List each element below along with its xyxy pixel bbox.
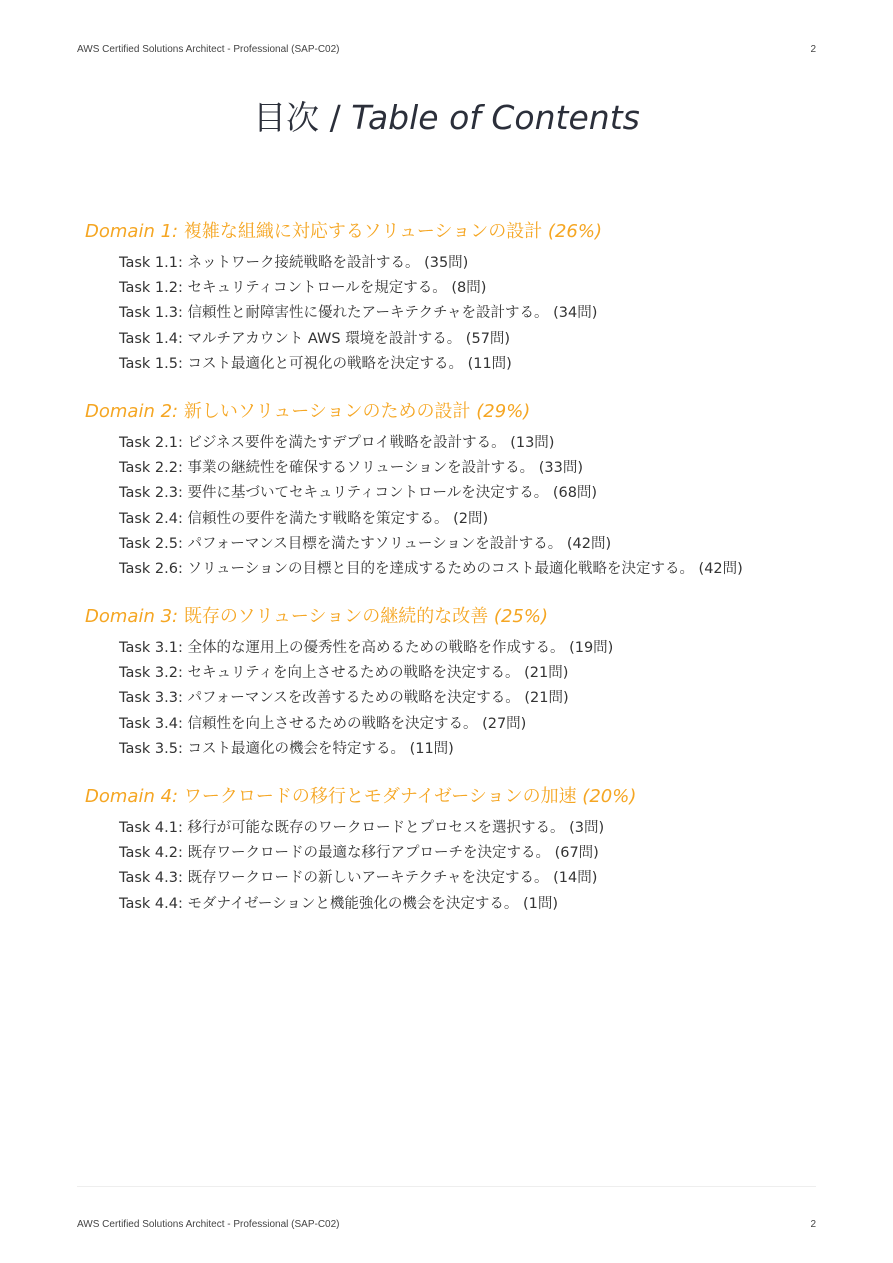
toc-task-item[interactable]: Task 1.3: 信頼性と耐障害性に優れたアーキテクチャを設計する。 (34問) <box>119 305 598 322</box>
toc-task-item[interactable]: Task 2.2: 事業の継続性を確保するソリューションを設計する。 (33問) <box>119 460 584 477</box>
header-title: AWS Certified Solutions Architect - Professional (SAP-C02) <box>77 44 340 55</box>
toc-task-item[interactable]: Task 3.3: パフォーマンスを改善するための戦略を決定する。 (21問) <box>119 690 569 707</box>
page-title <box>0 92 893 139</box>
toc-task-item[interactable]: Task 4.4: モダナイゼーションと機能強化の機会を決定する。 (1問) <box>119 895 558 912</box>
toc-task-item[interactable]: Task 1.2: セキュリティコントロールを規定する。 (8問) <box>119 280 487 297</box>
page-title-jp: 目次 / <box>253 98 352 137</box>
toc-task-item[interactable]: Task 2.1: ビジネス要件を満たすデプロイ戦略を設計する。 (13問) <box>119 434 555 451</box>
domain-name: ワークロードの移行とモダナイゼーションの加速 <box>178 786 583 807</box>
domain-name: 新しいソリューションのための設計 <box>178 400 477 422</box>
footer-divider <box>77 1186 816 1187</box>
domain-label: Domain 4: <box>85 786 179 807</box>
page-header <box>77 44 816 60</box>
domain-weight: (20%) <box>582 786 637 807</box>
page-footer <box>77 1219 816 1235</box>
domain-label: Domain 2: <box>85 400 179 422</box>
domain-label: Domain 1: <box>85 221 179 242</box>
toc-task-item[interactable]: Task 2.5: パフォーマンス目標を満たすソリューションを設計する。 (42問) <box>119 535 612 552</box>
footer-page-number: 2 <box>810 1219 816 1230</box>
domain-heading[interactable] <box>85 604 825 630</box>
toc-task-item[interactable]: Task 3.5: コスト最適化の機会を特定する。 (11問) <box>119 740 454 757</box>
domain-section <box>85 784 825 917</box>
domain-weight: (25%) <box>493 606 548 628</box>
domain-name: 複雑な組織に対応するソリューションの設計 <box>178 221 548 242</box>
toc-task-item[interactable]: Task 1.4: マルチアカウント AWS 環境を設計する。 (57問) <box>119 330 511 347</box>
toc-task-item[interactable]: Task 4.3: 既存ワークロードの新しいアーキテクチャを決定する。 (14問) <box>119 870 598 887</box>
domain-heading[interactable] <box>85 399 825 425</box>
toc-task-item[interactable]: Task 3.1: 全体的な運用上の優秀性を高めるための戦略を作成する。 (19問) <box>119 640 614 657</box>
domain-section <box>85 219 825 377</box>
toc-task-item[interactable]: Task 3.2: セキュリティを向上させるための戦略を決定する。 (21問) <box>119 665 569 682</box>
domain-label: Domain 3: <box>85 606 179 628</box>
footer-title: AWS Certified Solutions Architect - Professional (SAP-C02) <box>77 1219 340 1230</box>
domain-weight: (29%) <box>476 400 531 422</box>
toc-task-item[interactable]: Task 3.4: 信頼性を向上させるための戦略を決定する。 (27問) <box>119 715 527 732</box>
domain-section <box>85 399 825 582</box>
domain-section <box>85 604 825 762</box>
domain-heading[interactable] <box>85 219 825 245</box>
domain-heading[interactable] <box>85 784 825 810</box>
toc-task-item[interactable]: Task 2.4: 信頼性の要件を満たす戦略を策定する。 (2問) <box>119 510 489 527</box>
table-of-contents <box>85 219 825 939</box>
toc-task-item[interactable]: Task 1.1: ネットワーク接続戦略を設計する。 (35問) <box>119 255 469 271</box>
page-title-en: Table of Contents <box>351 98 640 137</box>
toc-task-item[interactable]: Task 4.1: 移行が可能な既存のワークロードとプロセスを選択する。 (3問) <box>119 820 605 836</box>
toc-task-item[interactable]: Task 1.5: コスト最適化と可視化の戦略を決定する。 (11問) <box>119 355 512 372</box>
domain-weight: (26%) <box>547 221 602 242</box>
header-page-number: 2 <box>810 44 816 55</box>
toc-task-item[interactable]: Task 2.6: ソリューションの目標と目的を達成するためのコスト最適化戦略を決定する。 (42問) <box>119 560 743 577</box>
toc-task-item[interactable]: Task 2.3: 要件に基づいてセキュリティコントロールを決定する。 (68問) <box>119 485 598 502</box>
toc-task-item[interactable]: Task 4.2: 既存ワークロードの最適な移行アプローチを決定する。 (67問) <box>119 845 599 862</box>
domain-name: 既存のソリューションの継続的な改善 <box>178 606 494 628</box>
